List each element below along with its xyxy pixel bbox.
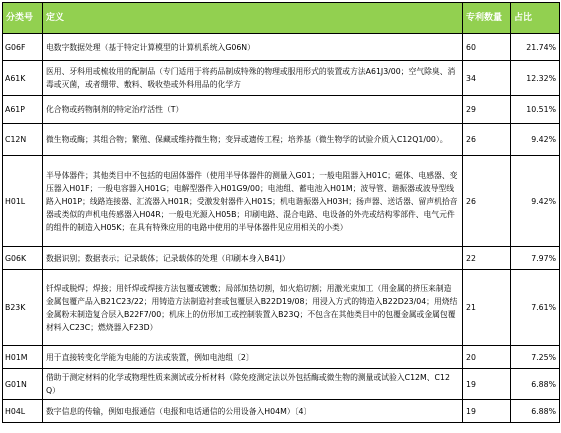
patent-classification-table <box>2 2 560 423</box>
share-cell: 7.61% <box>511 270 560 346</box>
count-cell: 26 <box>463 124 511 156</box>
code-cell: H01M <box>3 346 43 369</box>
definition-cell: 钎焊或脱焊；焊接；用钎焊或焊接方法包覆或镀敷；局部加热切割，如火焰切割；用激光束加工（用金属的挤压来制造金属包覆产品入B21C23/22；用铸造方法制造衬套或包覆层入B22D19/08；用浸入方式的铸造入B22D23/04；用烧结金属粉末制造复合层入B22F7/00；机床上的仿形加工或控制装置入B23Q；不包含在其他类目中的包覆金属或金属包覆材料入C23C；燃烧器入F23D） <box>43 270 463 346</box>
table-row <box>3 124 560 156</box>
share-cell: 7.97% <box>511 247 560 270</box>
definition-cell: 数字信息的传输，例如电报通信（电报和电话通信的公用设备入H04M）〔4〕 <box>43 400 463 423</box>
share-cell: 9.42% <box>511 156 560 247</box>
share-cell: 21.74% <box>511 34 560 61</box>
table-row <box>3 400 560 423</box>
share-cell: 12.32% <box>511 61 560 96</box>
code-cell: B23K <box>3 270 43 346</box>
header-definition: 定义 <box>43 3 463 34</box>
definition-cell: 化合物或药物制剂的特定治疗活性（T） <box>43 96 463 124</box>
share-cell: 6.88% <box>511 369 560 400</box>
header-share: 占比 <box>511 3 560 34</box>
share-cell: 6.88% <box>511 400 560 423</box>
table-row <box>3 346 560 369</box>
count-cell: 21 <box>463 270 511 346</box>
table-row <box>3 156 560 247</box>
count-cell: 19 <box>463 369 511 400</box>
header-code: 分类号 <box>3 3 43 34</box>
header-count: 专利数量 <box>463 3 511 34</box>
definition-cell: 微生物或酶；其组合物；繁殖、保藏或维持微生物；变异或遗传工程；培养基（微生物学的试验介质入C12Q1/00）。 <box>43 124 463 156</box>
count-cell: 22 <box>463 247 511 270</box>
table-row <box>3 247 560 270</box>
definition-cell: 借助于测定材料的化学或物理性质来测试或分析材料（除免疫测定法以外包括酶或微生物的测量或试验入C12M、C12Q） <box>43 369 463 400</box>
code-cell: C12N <box>3 124 43 156</box>
code-cell: G06F <box>3 34 43 61</box>
table-row <box>3 270 560 346</box>
header-row <box>3 3 560 34</box>
definition-cell: 用于直接转变化学能为电能的方法或装置，例如电池组〔2〕 <box>43 346 463 369</box>
definition-cell: 半导体器件；其他类目中不包括的电固体器件（使用半导体器件的测量入G01；一般电阻器入H01C；磁体、电感器、变压器入H01F；一般电容器入H01G；电解型器件入H01G9/00；电池组、蓄电池入H01M；波导管、谐振器或波导型线路入H01P；线路连接器、汇流器入H01R；受激发射器件入H01S；机电谐振器入H03H；扬声器、送话器、留声机拾音器或类似的声机电传感器入H04R；一般电光源入H05B；印刷电路、混合电路、电设备的外壳或结构零部件、电气元件的组件的制造入H05K；在具有特殊应用的电路中使用的半导体器件见应用相关的小类） <box>43 156 463 247</box>
share-cell: 9.42% <box>511 124 560 156</box>
count-cell: 26 <box>463 156 511 247</box>
count-cell: 19 <box>463 400 511 423</box>
code-cell: A61P <box>3 96 43 124</box>
definition-cell: 医用、牙科用或梳妆用的配制品（专门适用于将药品制成特殊的物理或服用形式的装置或方法A61J3/00；空气除臭、消毒或灭菌，或者绷带、敷料、吸收垫或外科用品的化学方 <box>43 61 463 96</box>
share-cell: 10.51% <box>511 96 560 124</box>
count-cell: 34 <box>463 61 511 96</box>
share-cell: 7.25% <box>511 346 560 369</box>
code-cell: H01L <box>3 156 43 247</box>
count-cell: 60 <box>463 34 511 61</box>
code-cell: A61K <box>3 61 43 96</box>
table-row <box>3 96 560 124</box>
code-cell: G06K <box>3 247 43 270</box>
code-cell: H04L <box>3 400 43 423</box>
code-cell: G01N <box>3 369 43 400</box>
definition-cell: 数据识别；数据表示；记录载体；记录载体的处理（印刷本身入B41J） <box>43 247 463 270</box>
count-cell: 20 <box>463 346 511 369</box>
table-row <box>3 61 560 96</box>
table-row <box>3 369 560 400</box>
definition-cell: 电数字数据处理（基于特定计算模型的计算机系统入G06N） <box>43 34 463 61</box>
count-cell: 29 <box>463 96 511 124</box>
table-row <box>3 34 560 61</box>
